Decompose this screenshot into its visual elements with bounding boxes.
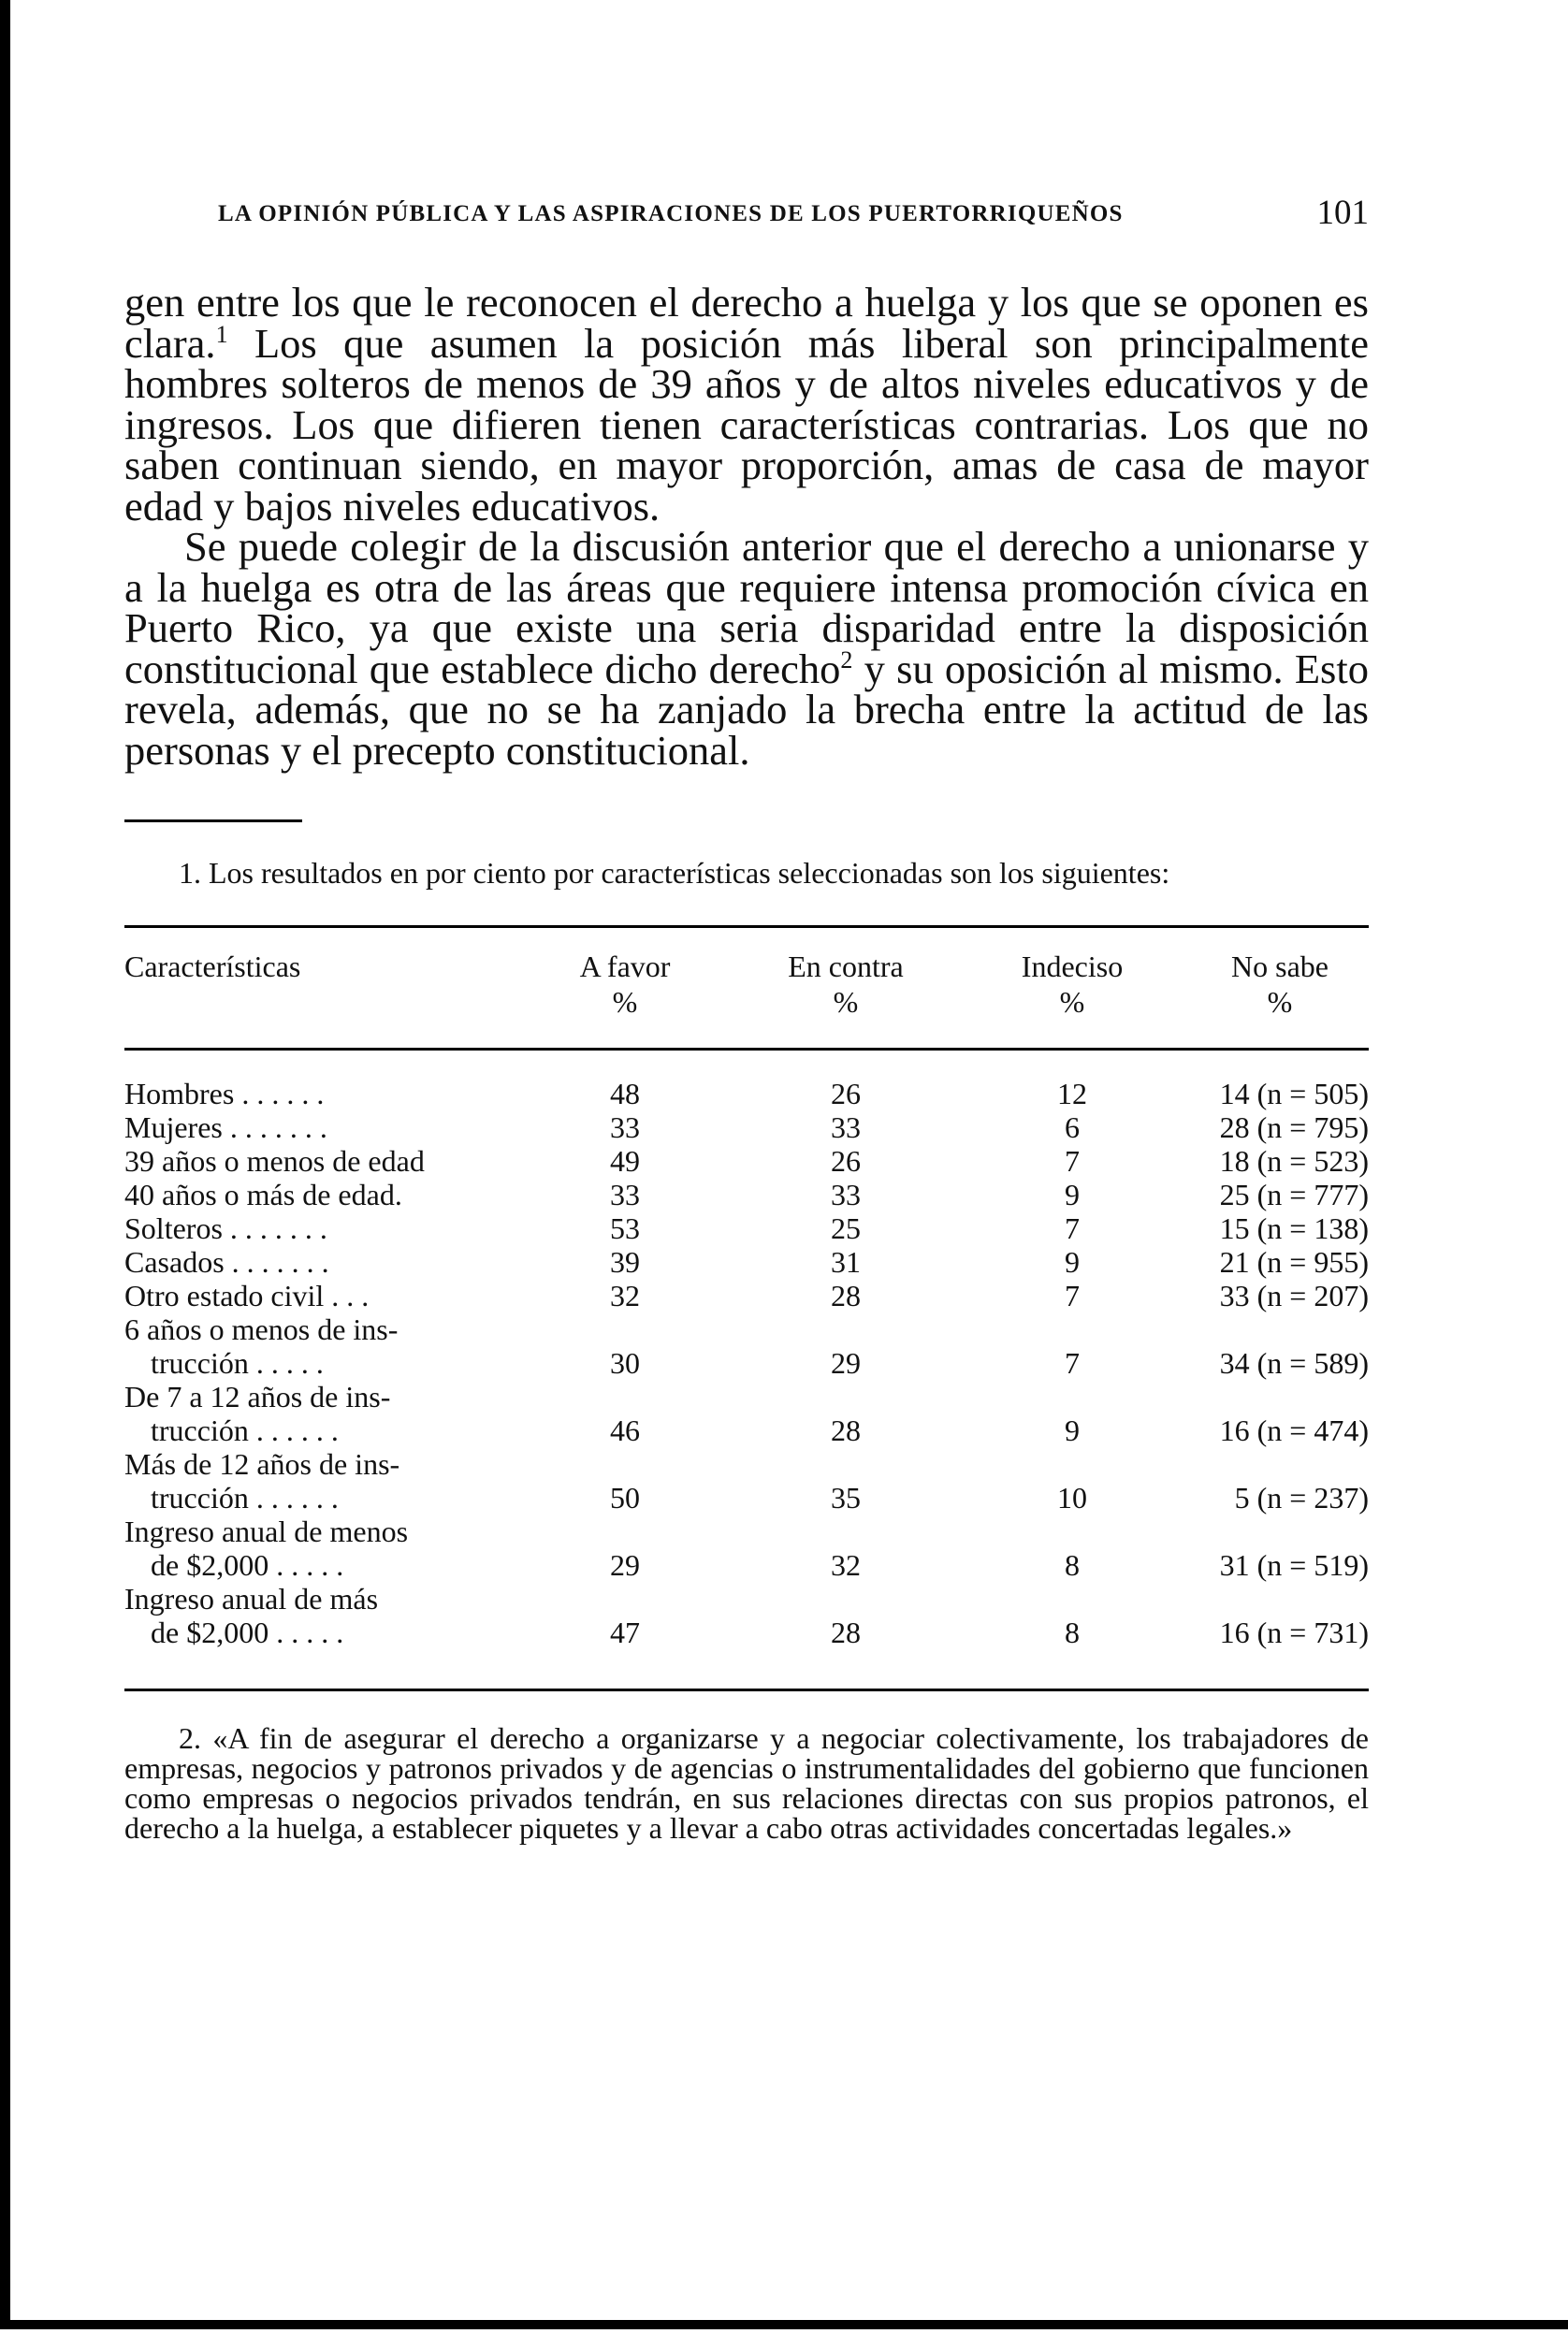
table-row: Solteros . . . . . . . 53 25 7 15 (n = 138) — [124, 1211, 1369, 1245]
footnote-separator — [124, 819, 302, 822]
table-row: 40 años o más de edad. 33 33 9 25 (n = 777) — [124, 1178, 1369, 1211]
body-text — [124, 279, 1369, 774]
scan-bottom-border — [0, 2320, 1568, 2329]
table-row: Otro estado civil . . . 32 28 7 33 (n = 207) — [124, 1279, 1369, 1312]
running-head — [124, 187, 1369, 234]
book-page — [124, 187, 1369, 1873]
footnote-1: 1. Los resultados en por ciento por características seleccionadas son los siguientes: — [179, 856, 1170, 890]
scan-left-border — [0, 0, 10, 2320]
footnote-2: 2. «A fin de asegurar el derecho a organizarse y a negociar colectivamente, los trabajadores de empresas, negocios y patronos privados y de agencias o instrumentalidades del gobierno que funcionen como empresas o negocios privados tendrán, en sus relaciones directas con sus propios patronos, el derecho a la huelga, a establecer piquetes y a llevar a cabo otras actividades concertadas legales.» — [124, 1721, 1369, 1845]
col-header-no-sabe: No sabe % — [1231, 950, 1328, 1019]
table-row: De 7 a 12 años de ins- trucción . . . . . . 46 28 9 16 (n = 474) — [124, 1380, 1369, 1447]
table-row: 39 años o menos de edad 49 26 7 18 (n = 523) — [124, 1144, 1369, 1178]
table-row: Casados . . . . . . . 39 31 9 21 (n = 955) — [124, 1245, 1369, 1279]
table-body — [124, 1051, 1369, 1689]
running-head-title: LA OPINIÓN PÚBLICA Y LAS ASPIRACIONES DE LOS PUERTORRIQUEÑOS — [218, 201, 1124, 226]
page-number: 101 — [1316, 194, 1369, 232]
col-header-a-favor: A favor % — [579, 950, 671, 1019]
footnote-ref-1: 1 — [215, 320, 228, 348]
col-header-caracteristicas: Características — [124, 950, 301, 983]
table-row: Ingreso anual de más de $2,000 . . . . . 47 28 8 16 (n = 731) — [124, 1582, 1369, 1649]
paragraph-1: gen entre los que le reconocen el derecho a huelga y los que se oponen es clara.$^1$ Los que asumen la posición más liberal son principalmente hombres solteros de menos de 39 años y de altos niveles educativos y de ingresos. Los que difieren tienen características contrarias. Los que no saben continuan siendo, en mayor proporción, amas de casa de mayor edad y bajos niveles educativos. — [124, 279, 1369, 529]
table-bottom-rule — [124, 1689, 1369, 1691]
col-header-indeciso: Indeciso % — [1021, 950, 1124, 1019]
table-row: 6 años o menos de ins- trucción . . . . . 30 29 7 34 (n = 589) — [124, 1312, 1369, 1380]
col-header-en-contra: En contra % — [788, 950, 904, 1019]
paragraph-2: Se puede colegir de la discusión anterior que el derecho a unionarse y a la huelga es otra de las áreas que requiere intensa promoción cívica en Puerto Rico, ya que existe una seria disparidad entre la disposición constitucional que establece dicho derecho$^2$ y su oposición al mismo. Esto revela, además, que no se ha zanjado la brecha entre la actitud de las personas y el precepto constitucional. — [124, 523, 1369, 774]
table-row: Hombres . . . . . . 48 26 12 14 (n = 505) — [124, 1077, 1369, 1110]
table-row: Ingreso anual de menos de $2,000 . . . . . 29 32 8 31 (n = 519) — [124, 1515, 1369, 1582]
table-header — [124, 928, 1369, 1048]
table-row: Más de 12 años de ins- trucción . . . . . . 50 35 10 5 (n = 237) — [124, 1447, 1369, 1515]
table-row: Mujeres . . . . . . . 33 33 6 28 (n = 795) — [124, 1110, 1369, 1144]
footnote-ref-2: 2 — [840, 645, 853, 674]
